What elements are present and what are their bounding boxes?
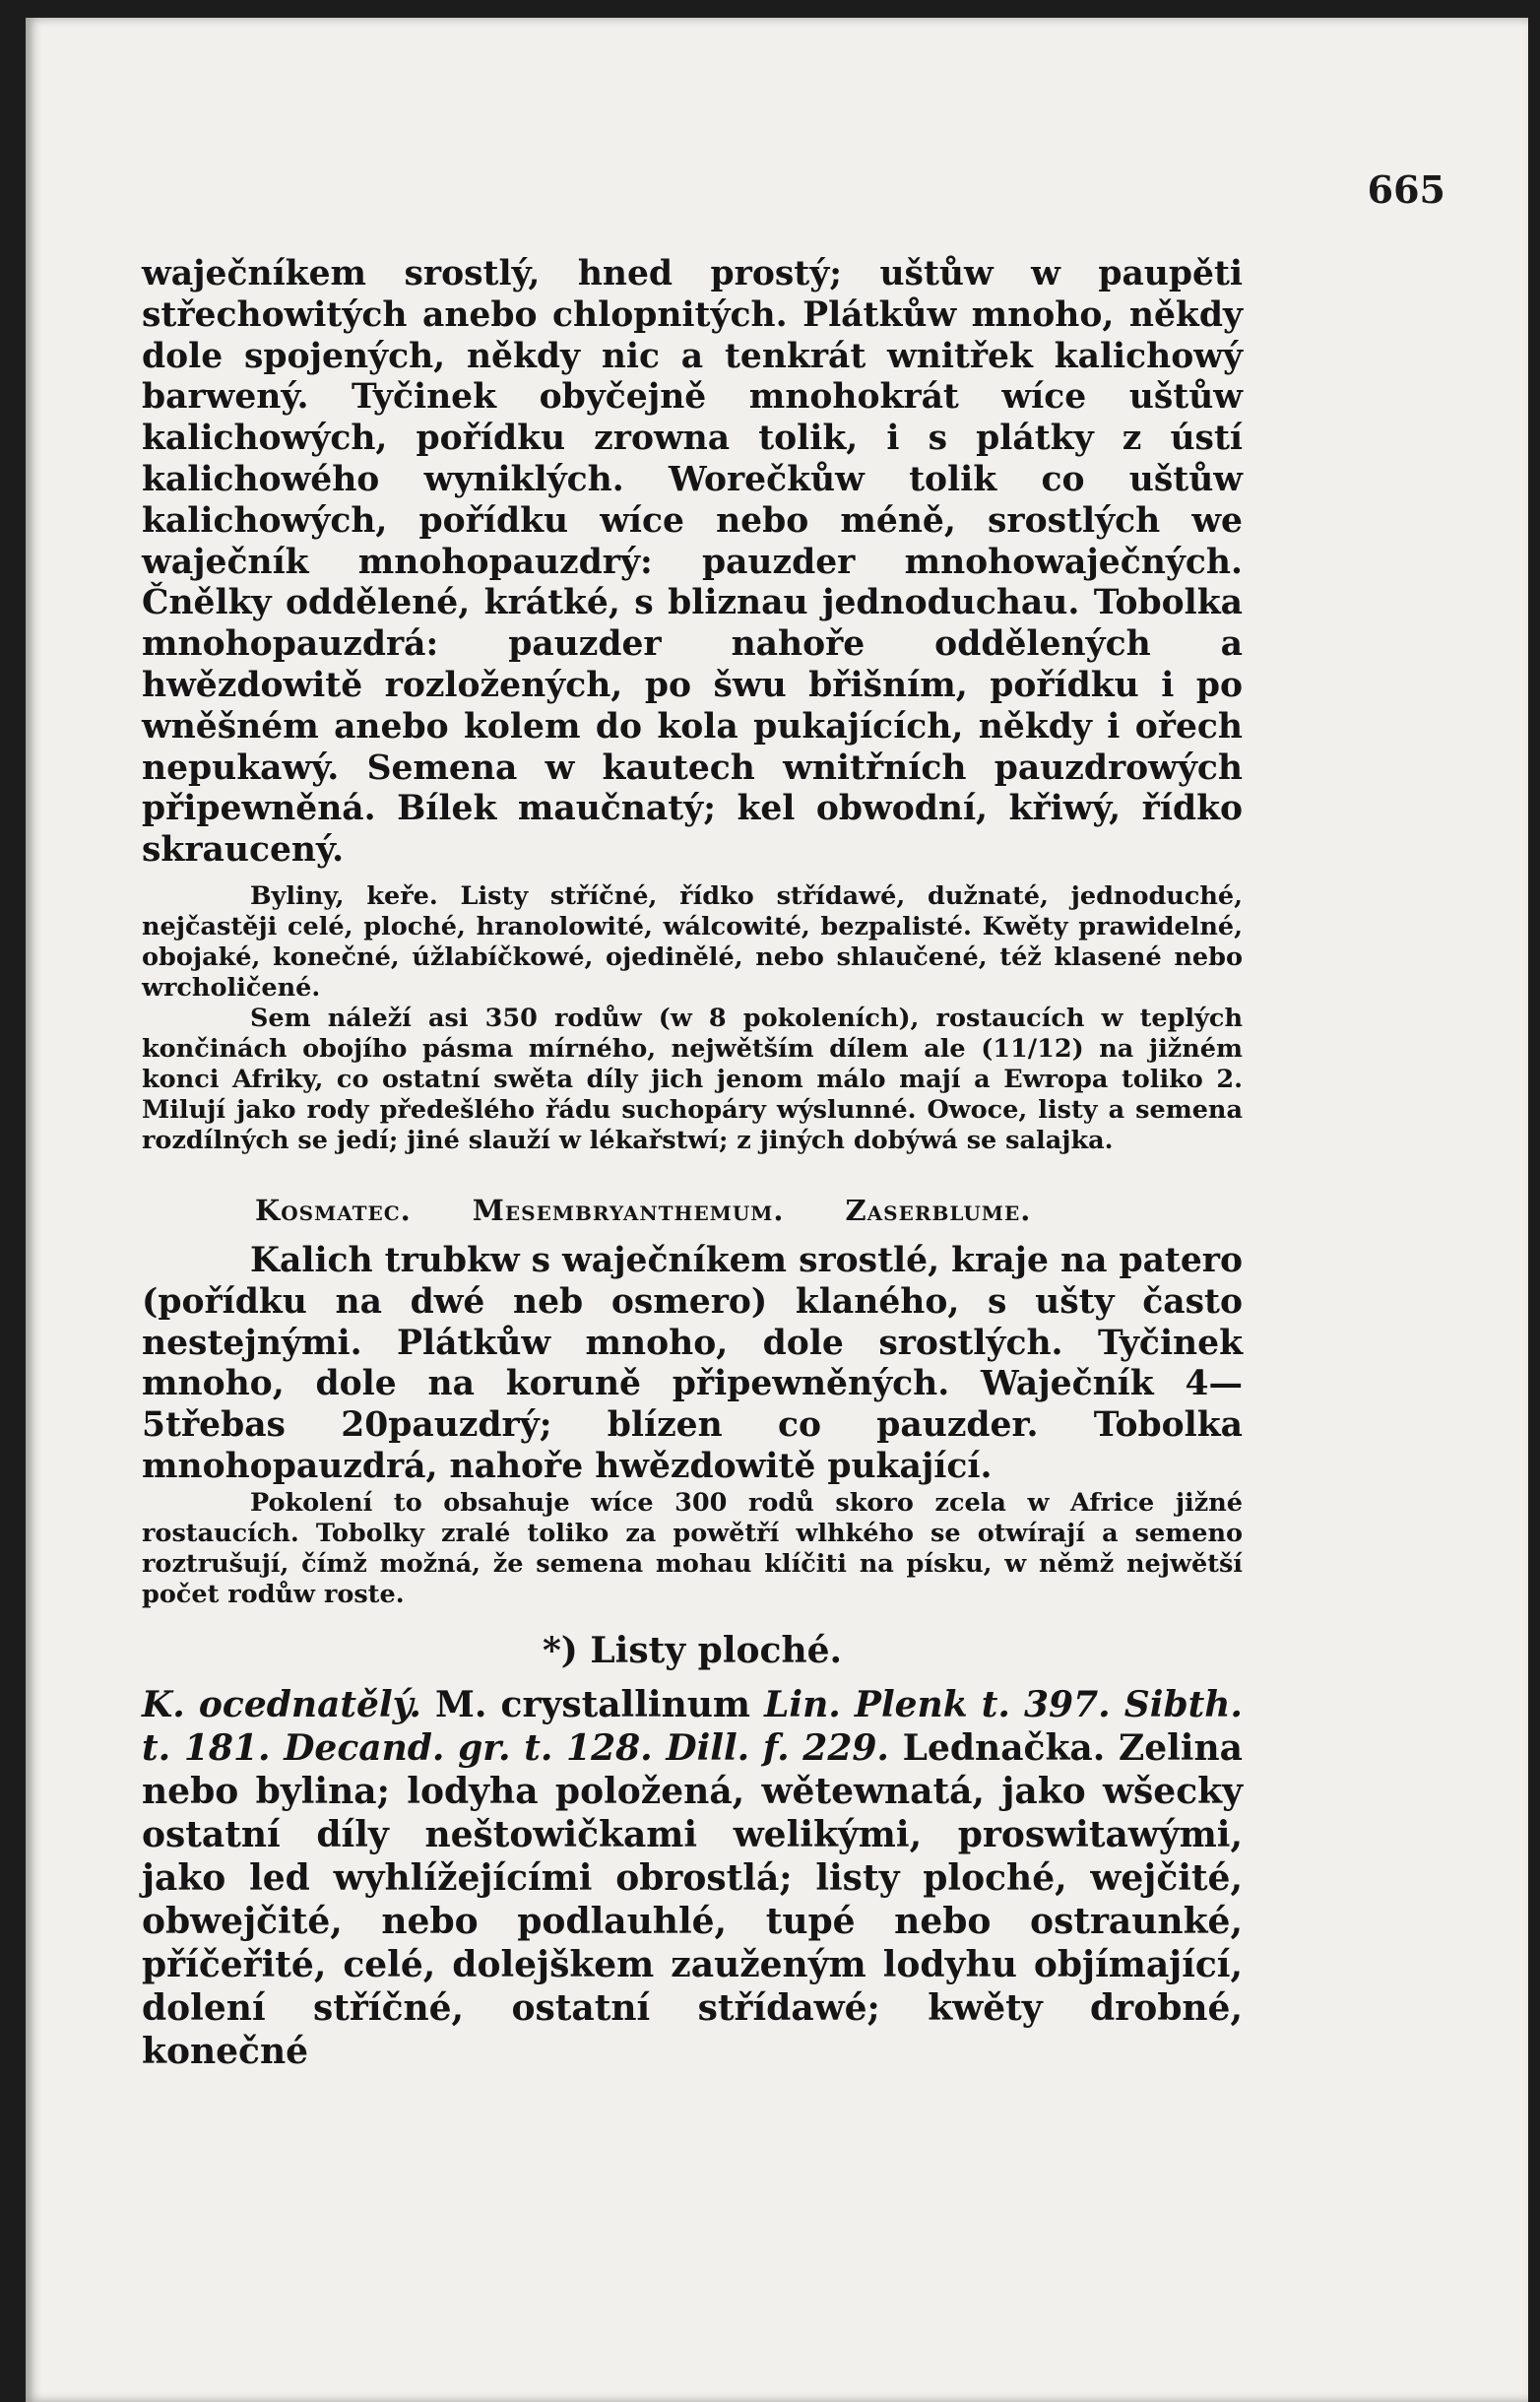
intro-paragraph: waječníkem srostlý, hned prostý; uštůw w paupěti střechowitých anebo chlopnitých. Plátkůw mnoho, někdy dole spojených, někdy nic a tenkrát wnitřek kalichowý barwený. Tyčinek obyčejně mnohokrát wíce uštůw kalichowých, pořídku zrowna tolik, i s plátky z ústí kalichowého wyniklých. Worečkůw tolik co uštůw kalichowých, pořídku wíce nebo méně, srostlých we waječník mnohopauzdrý: pauzder mnohowaječných. Čnělky oddělené, krátké, s bliznau jednoduchau. Tobolka mnohopauzdrá: pauzder nahoře oddělených a hwězdowitě rozložených, po šwu břišním, pořídku i po wněšném anebo kolem do kola pukajících, někdy i ořech nepukawý. Semena w kautech wnitřních pauzdrowých připewněná. Bílek maučnatý; kel obwodní, křiwý, řídko skraucený. xyxy=(142,254,1243,871)
genus-heading xyxy=(142,1194,1243,1227)
page-number: 665 xyxy=(1367,167,1445,212)
species-czech-name: K. ocednatělý. xyxy=(142,1683,421,1725)
species-references: Lin. Plenk t. 397. Sibth. t. 181. Decand. gr. t. 128. Dill. f. 229. xyxy=(142,1683,1243,1769)
genus-czech-name: Kosmatec. xyxy=(255,1193,412,1227)
family-note-distribution: Sem náleží asi 350 rodůw (w 8 pokoleních), rostaucích w teplých končinách obojího pásma mírného, nejwětším dílem ale (11/12) na jižném konci Afriky, co ostatní swěta díly jich jenom málo mají a Ewropa toliko 2. Milují jako rody předešlého řádu suchopáry wýslunné. Owoce, listy a semena rozdílných se jedí; jiné slauží w lékařstwí; z jiných dobýwá se salajka. xyxy=(142,1003,1243,1155)
book-page xyxy=(26,18,1528,2402)
species-entry xyxy=(142,1683,1243,2073)
page-text xyxy=(142,254,1243,2073)
species-latin-name: M. crystallinum xyxy=(435,1683,751,1725)
species-description: Lednačka. Zelina nebo bylina; lodyha položená, wětewnatá, jako wšecky ostatní díly neštowičkami welikými, proswitawými, jako led wyhlížejícími obrostlá; listy ploché, wejčité, obwejčité, nebo podlauhlé, tupé nebo ostraunké, příčeřité, celé, dolejškem zauženým lodyhu objímající, dolení stříčné, ostatní střídawé; kwěty drobné, konečné xyxy=(142,1726,1243,2072)
genus-paragraph: Kalich trubkw s waječníkem srostlé, kraje na patero (pořídku na dwé neb osmero) klaného, s ušty často nestejnými. Plátkůw mnoho, dole srostlých. Tyčinek mnoho, dole na koruně připewněných. Waječník 4—5třebas 20pauzdrý; blízen co pauzder. Tobolka mnohopauzdrá, nahoře hwězdowitě pukající. xyxy=(142,1240,1243,1486)
family-note-habit: Byliny, keře. Listy stříčné, řídko střídawé, dužnaté, jednoduché, nejčastěji celé, ploché, hranolowité, wálcowité, bezpalisté. Kwěty prawidelné, obojaké, konečné, úžlabíčkowé, ojedinělé, nebo shlaučené, též klasené nebo wrcholičené. xyxy=(142,880,1243,1003)
section-heading: *) Listy ploché. xyxy=(542,1629,843,1671)
genus-latin-name: Mesembryanthemum. xyxy=(472,1193,785,1227)
genus-german-name: Zaserblume. xyxy=(845,1193,1032,1227)
genus-note: Pokolení to obsahuje wíce 300 rodů skoro zcela w Africe jižné rostaucích. Tobolky zralé toliko za powětří wlhkého se otwírají a semeno roztrušují, čímž možná, že semena mohau klíčiti na písku, w němž nejwětší počet rodůw roste. xyxy=(142,1487,1243,1609)
